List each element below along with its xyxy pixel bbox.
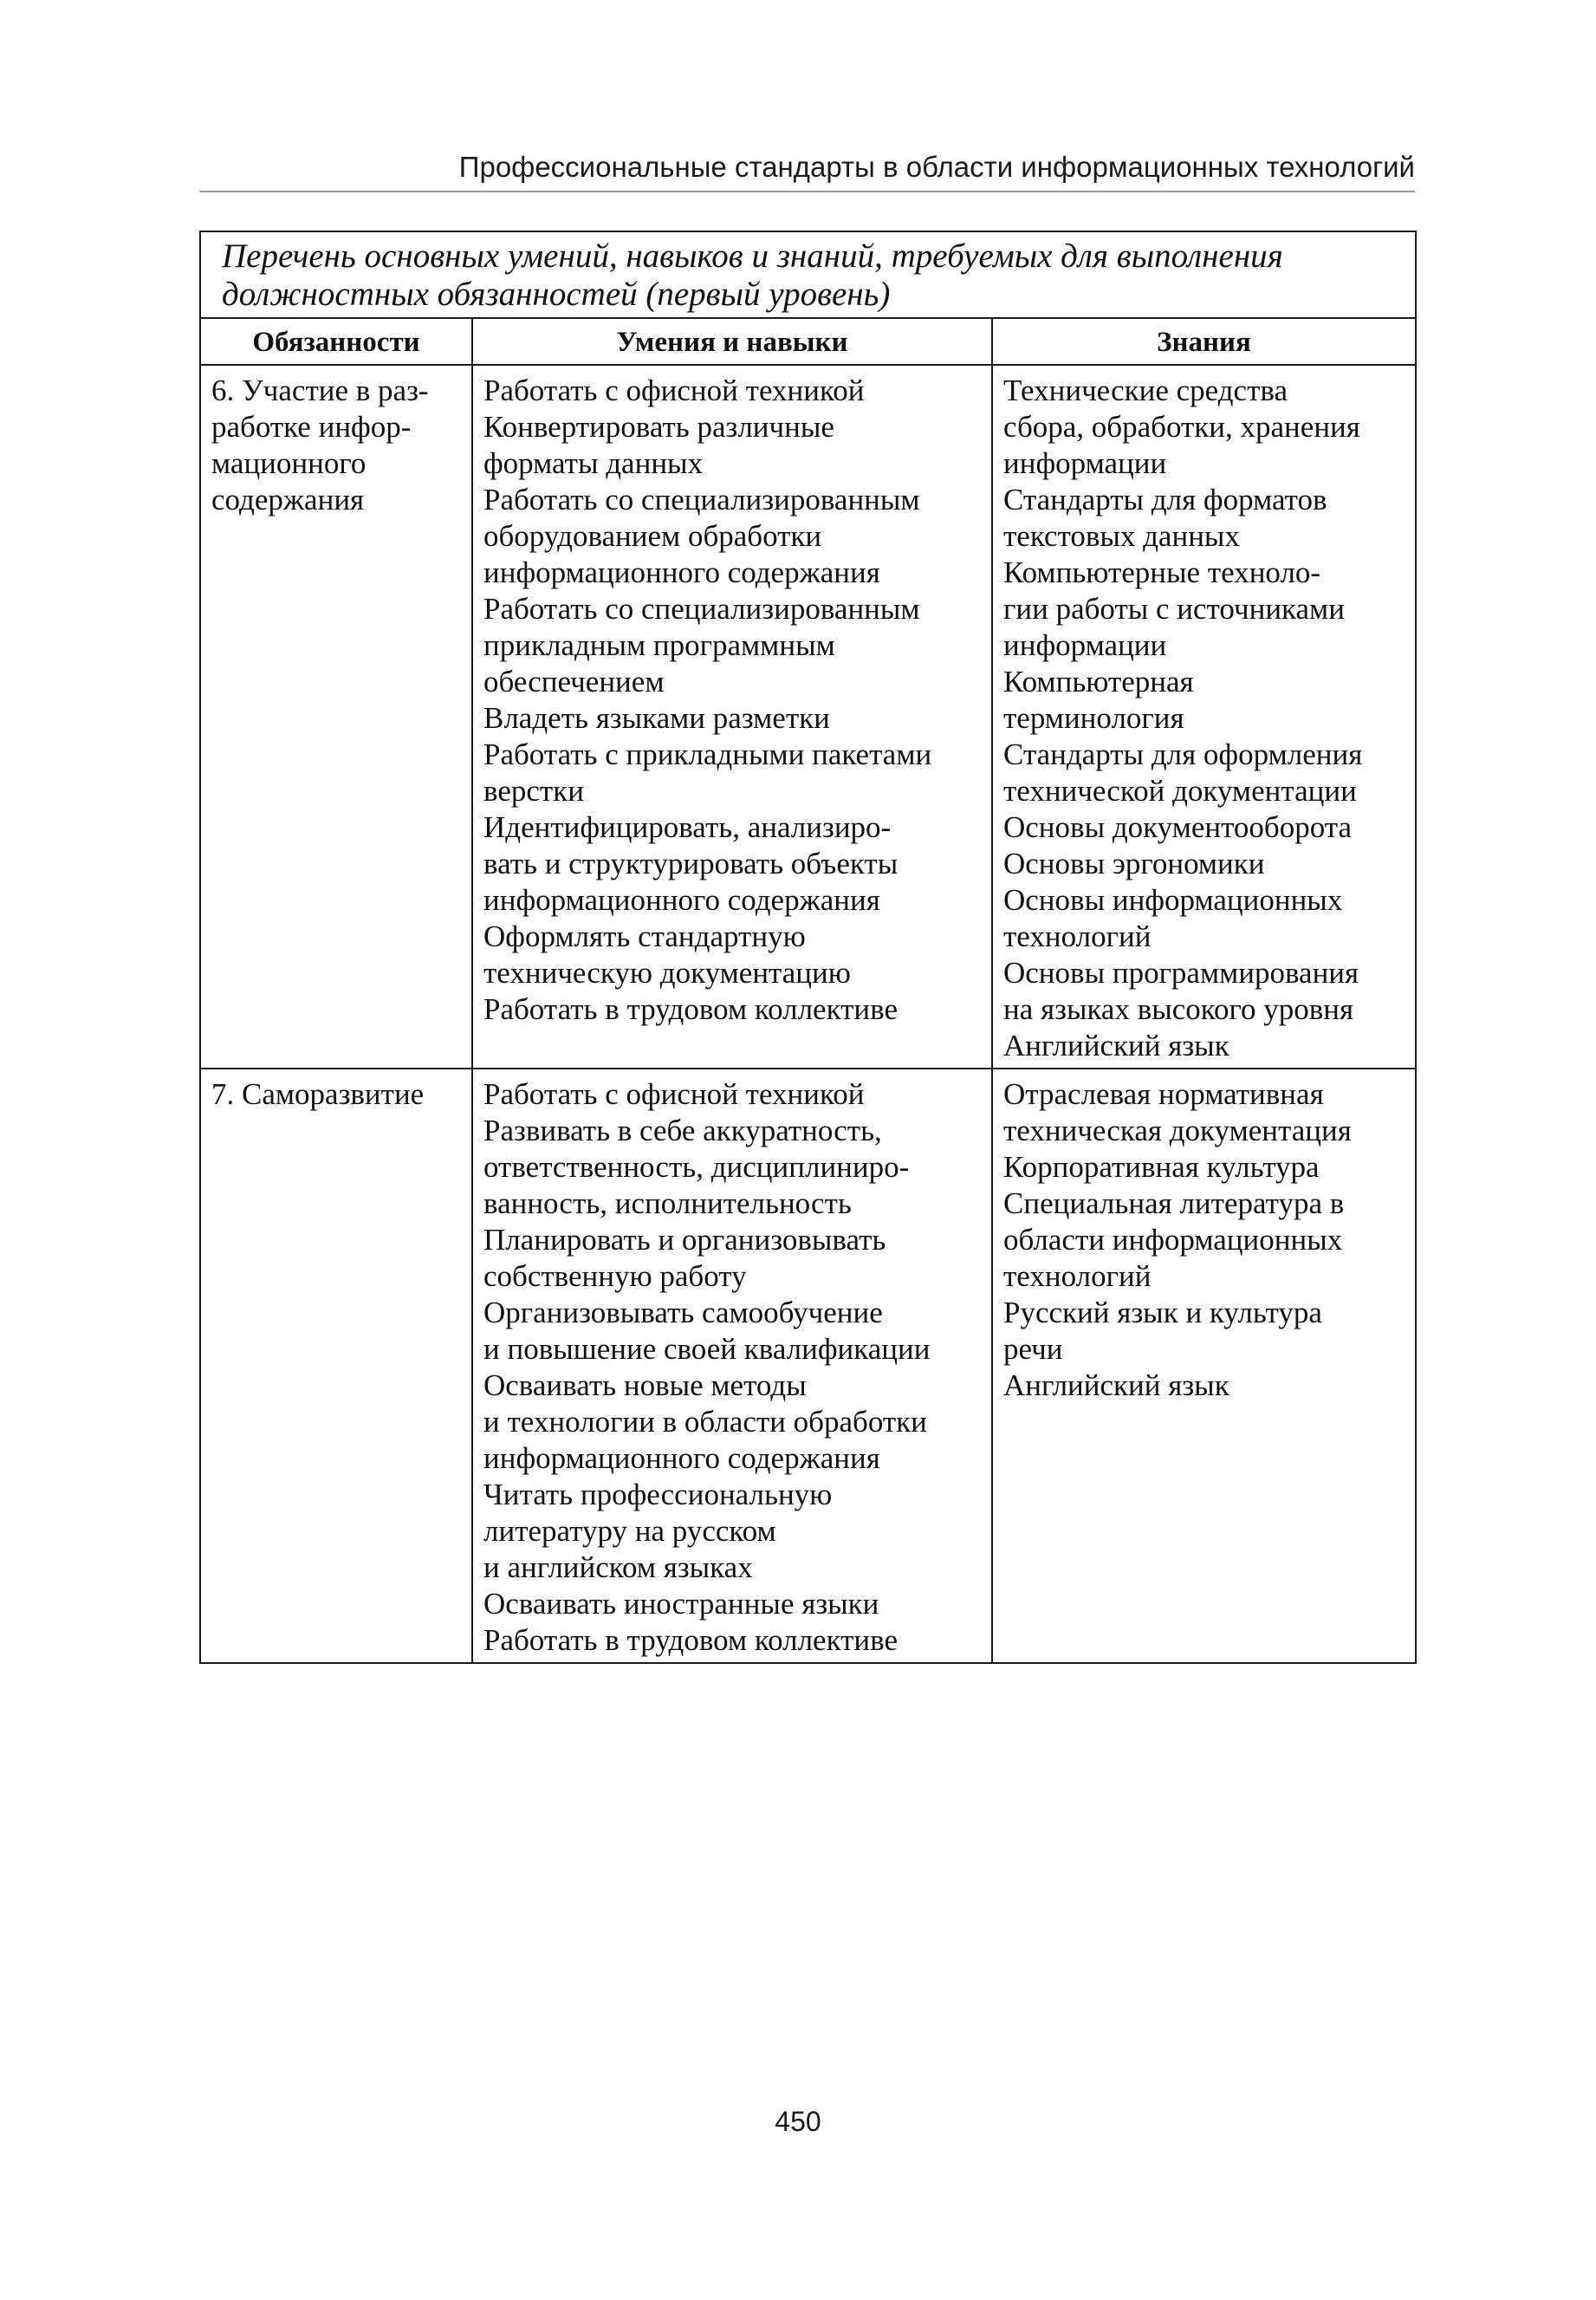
- duty-line: 7. Саморазвитие: [211, 1077, 425, 1111]
- knowledge-line: Основы программирования: [1003, 956, 1359, 990]
- caption-line: Перечень основных умений, навыков и знаний, требуемых для выполнения: [222, 237, 1283, 275]
- duty-line: работке инфор-: [211, 410, 412, 444]
- skill-line: оборудованием обработки: [483, 519, 822, 553]
- skill-line: Организовывать самообучение: [483, 1296, 883, 1329]
- column-header-knowledge: Знания: [992, 318, 1416, 365]
- skill-line: Работать со специализированным: [483, 483, 920, 517]
- knowledge-line: технической документации: [1003, 774, 1357, 808]
- skill-line: Владеть языками разметки: [483, 701, 830, 735]
- column-header-skills: Умения и навыки: [472, 318, 992, 365]
- table-caption: [200, 231, 1416, 318]
- skill-line: информационного содержания: [483, 556, 880, 589]
- knowledge-line: Русский язык и культура: [1003, 1296, 1322, 1329]
- skill-line: и повышение своей квалификации: [483, 1332, 931, 1366]
- table-row: [200, 365, 1416, 1069]
- knowledge-line: Основы эргономики: [1003, 847, 1265, 880]
- knowledge-line: Основы документооборота: [1003, 810, 1353, 844]
- knowledge-line: Компьютерная: [1003, 665, 1194, 698]
- skill-line: информационного содержания: [483, 883, 880, 917]
- knowledge-line: Английский язык: [1003, 1368, 1229, 1402]
- skill-line: Осваивать новые методы: [483, 1368, 807, 1402]
- knowledge-line: Специальная литература в: [1003, 1186, 1345, 1220]
- knowledge-cell: [992, 1069, 1416, 1663]
- duties-table: [199, 231, 1417, 1664]
- skill-line: форматы данных: [483, 446, 704, 480]
- knowledge-line: Технические средства: [1003, 374, 1288, 407]
- skill-line: Читать профессиональную: [483, 1478, 833, 1511]
- skill-line: Конвертировать различные: [483, 410, 834, 444]
- knowledge-line: Отраслевая нормативная: [1003, 1077, 1324, 1111]
- knowledge-line: Стандарты для форматов: [1003, 483, 1327, 517]
- knowledge-line: терминология: [1003, 701, 1184, 735]
- knowledge-line: техническая документация: [1003, 1114, 1352, 1147]
- skill-line: и английском языках: [483, 1550, 753, 1584]
- running-header: Профессиональные стандарты в области информационных технологий: [199, 149, 1415, 192]
- knowledge-line: Корпоративная культура: [1003, 1150, 1320, 1184]
- skill-line: ванность, исполнительность: [483, 1186, 852, 1220]
- skill-line: информационного содержания: [483, 1441, 880, 1475]
- skill-line: Работать в трудовом коллективе: [483, 992, 899, 1026]
- duty-cell: [200, 365, 472, 1069]
- column-header-duties: Обязанности: [200, 318, 472, 365]
- knowledge-line: области информационных: [1003, 1223, 1343, 1257]
- skill-line: Осваивать иностранные языки: [483, 1587, 879, 1621]
- skill-line: Идентифицировать, анализиро-: [483, 810, 892, 844]
- caption-line: должностных обязанностей (первый уровень): [222, 276, 891, 313]
- skill-line: Работать с офисной техникой: [483, 1077, 865, 1111]
- knowledge-line: сбора, обработки, хранения: [1003, 410, 1360, 444]
- skill-line: прикладным программным: [483, 628, 835, 662]
- duty-line: 6. Участие в раз-: [211, 374, 429, 407]
- duty-line: мационного: [211, 446, 367, 480]
- knowledge-line: текстовых данных: [1003, 519, 1240, 553]
- skill-line: Работать с офисной техникой: [483, 374, 865, 407]
- knowledge-line: Стандарты для оформления: [1003, 737, 1363, 771]
- skill-line: Работать со специализированным: [483, 592, 920, 626]
- knowledge-line: информации: [1003, 446, 1167, 480]
- skill-line: Работать с прикладными пакетами: [483, 737, 932, 771]
- skill-line: Работать в трудовом коллективе: [483, 1623, 899, 1657]
- knowledge-cell: [992, 365, 1416, 1069]
- knowledge-line: гии работы с источниками: [1003, 592, 1345, 626]
- skill-line: Развивать в себе аккуратность,: [483, 1114, 882, 1147]
- knowledge-line: Компьютерные техноло-: [1003, 556, 1321, 589]
- knowledge-line: на языках высокого уровня: [1003, 992, 1354, 1026]
- duty-line: содержания: [211, 483, 365, 517]
- skill-line: собственную работу: [483, 1259, 747, 1293]
- skill-line: Планировать и организовывать: [483, 1223, 886, 1257]
- knowledge-line: Основы информационных: [1003, 883, 1343, 917]
- skill-line: литературу на русском: [483, 1514, 776, 1548]
- table-row: [200, 1069, 1416, 1663]
- skill-line: Оформлять стандартную: [483, 919, 806, 953]
- skill-line: верстки: [483, 774, 584, 808]
- skill-line: ответственность, дисциплиниро-: [483, 1150, 910, 1184]
- knowledge-line: Английский язык: [1003, 1029, 1229, 1062]
- page-number: 450: [775, 2106, 821, 2137]
- table-header-row: [200, 318, 1416, 365]
- knowledge-line: информации: [1003, 628, 1167, 662]
- skill-line: техническую документацию: [483, 956, 851, 990]
- skill-line: вать и структурировать объекты: [483, 847, 899, 880]
- skills-cell: [472, 365, 992, 1069]
- table-caption-row: [200, 231, 1416, 318]
- skill-line: обеспечением: [483, 665, 665, 698]
- knowledge-line: технологий: [1003, 919, 1152, 953]
- skill-line: и технологии в области обработки: [483, 1405, 927, 1439]
- knowledge-line: речи: [1003, 1332, 1063, 1366]
- duty-cell: [200, 1069, 472, 1663]
- skills-cell: [472, 1069, 992, 1663]
- knowledge-line: технологий: [1003, 1259, 1152, 1293]
